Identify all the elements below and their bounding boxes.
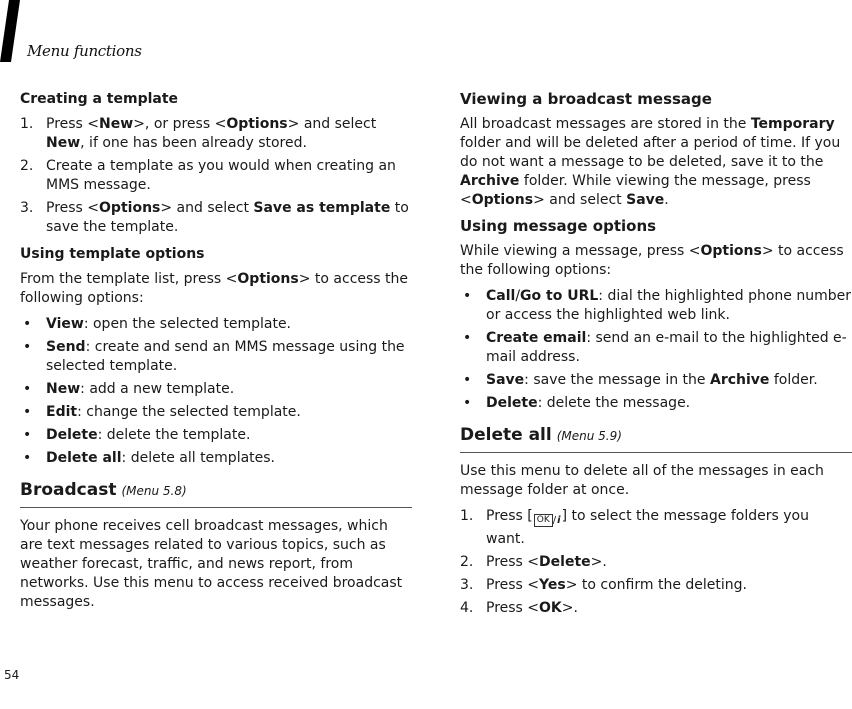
broadcast-heading xyxy=(20,480,412,508)
list-item: • New: add a new template. xyxy=(23,381,235,397)
delete-all-title: Delete all xyxy=(460,425,552,445)
viewing-broadcast-body: All broadcast messages are stored in the Temporary folder and will be deleted after a period of time. If you do not want a message to be deleted, save it to the Archive folder. While viewing the message, press <Options> and select Save. xyxy=(460,116,841,208)
left-column xyxy=(20,90,412,619)
template-options-list xyxy=(20,315,412,468)
list-item: • Create email: send an e-mail to the highlighted e-mail address. xyxy=(463,330,847,365)
list-item: 1. Press <New>, or press <Options> and select New, if one has been already stored. xyxy=(20,116,377,151)
delete-all-menu-ref: (Menu 5.9) xyxy=(556,429,622,443)
delete-all-steps xyxy=(460,507,852,618)
list-item: • Save: save the message in the Archive folder. xyxy=(463,372,818,388)
list-item: 1. Press [ OK / i ] to select the message folders you want. xyxy=(460,508,809,547)
template-options-heading: Using template options xyxy=(20,246,205,262)
message-options-intro: While viewing a message, press <Options> to access the following options: xyxy=(460,243,844,278)
creating-template-heading: Creating a template xyxy=(20,91,179,107)
list-item: • Delete all: delete all templates. xyxy=(23,450,276,466)
list-item: • Call/Go to URL: dial the highlighted phone number or access the highlighted web link. xyxy=(463,288,851,323)
page-number: 54 xyxy=(4,668,20,682)
list-item: • Edit: change the selected template. xyxy=(23,404,301,420)
viewing-broadcast-heading: Viewing a broadcast message xyxy=(460,90,712,108)
header-bar-graphic xyxy=(0,0,20,62)
list-item: 4. Press <OK>. xyxy=(460,600,578,616)
ok-key-icon: OK / i xyxy=(534,511,561,530)
message-options-heading: Using message options xyxy=(460,217,657,235)
broadcast-menu-ref: (Menu 5.8) xyxy=(121,484,187,498)
header-title: Menu functions xyxy=(27,42,142,60)
list-item: • Delete: delete the template. xyxy=(23,427,251,443)
right-column xyxy=(460,90,852,622)
list-item: • View: open the selected template. xyxy=(23,316,292,332)
template-options-intro: From the template list, press <Options> to access the following options: xyxy=(20,271,409,306)
list-item: 3. Press <Options> and select Save as template to save the template. xyxy=(20,200,409,235)
list-item: 3. Press <Yes> to confirm the deleting. xyxy=(460,577,747,593)
list-item: 2. Press <Delete>. xyxy=(460,554,607,570)
list-item: • Delete: delete the message. xyxy=(463,395,691,411)
list-item: • Send: create and send an MMS message using the selected template. xyxy=(23,339,405,374)
delete-all-heading xyxy=(460,425,852,453)
broadcast-title: Broadcast xyxy=(20,480,117,500)
broadcast-body: Your phone receives cell broadcast messages, which are text messages related to various topics, such as weather forecast, traffic, and news report, from networks. Use this menu to access received broadcast messages. xyxy=(20,518,403,610)
list-item: 2. Create a template as you would when creating an MMS message. xyxy=(20,158,396,193)
creating-template-steps xyxy=(20,115,412,237)
delete-all-body: Use this menu to delete all of the messages in each message folder at once. xyxy=(460,463,824,498)
message-options-list xyxy=(460,287,852,413)
